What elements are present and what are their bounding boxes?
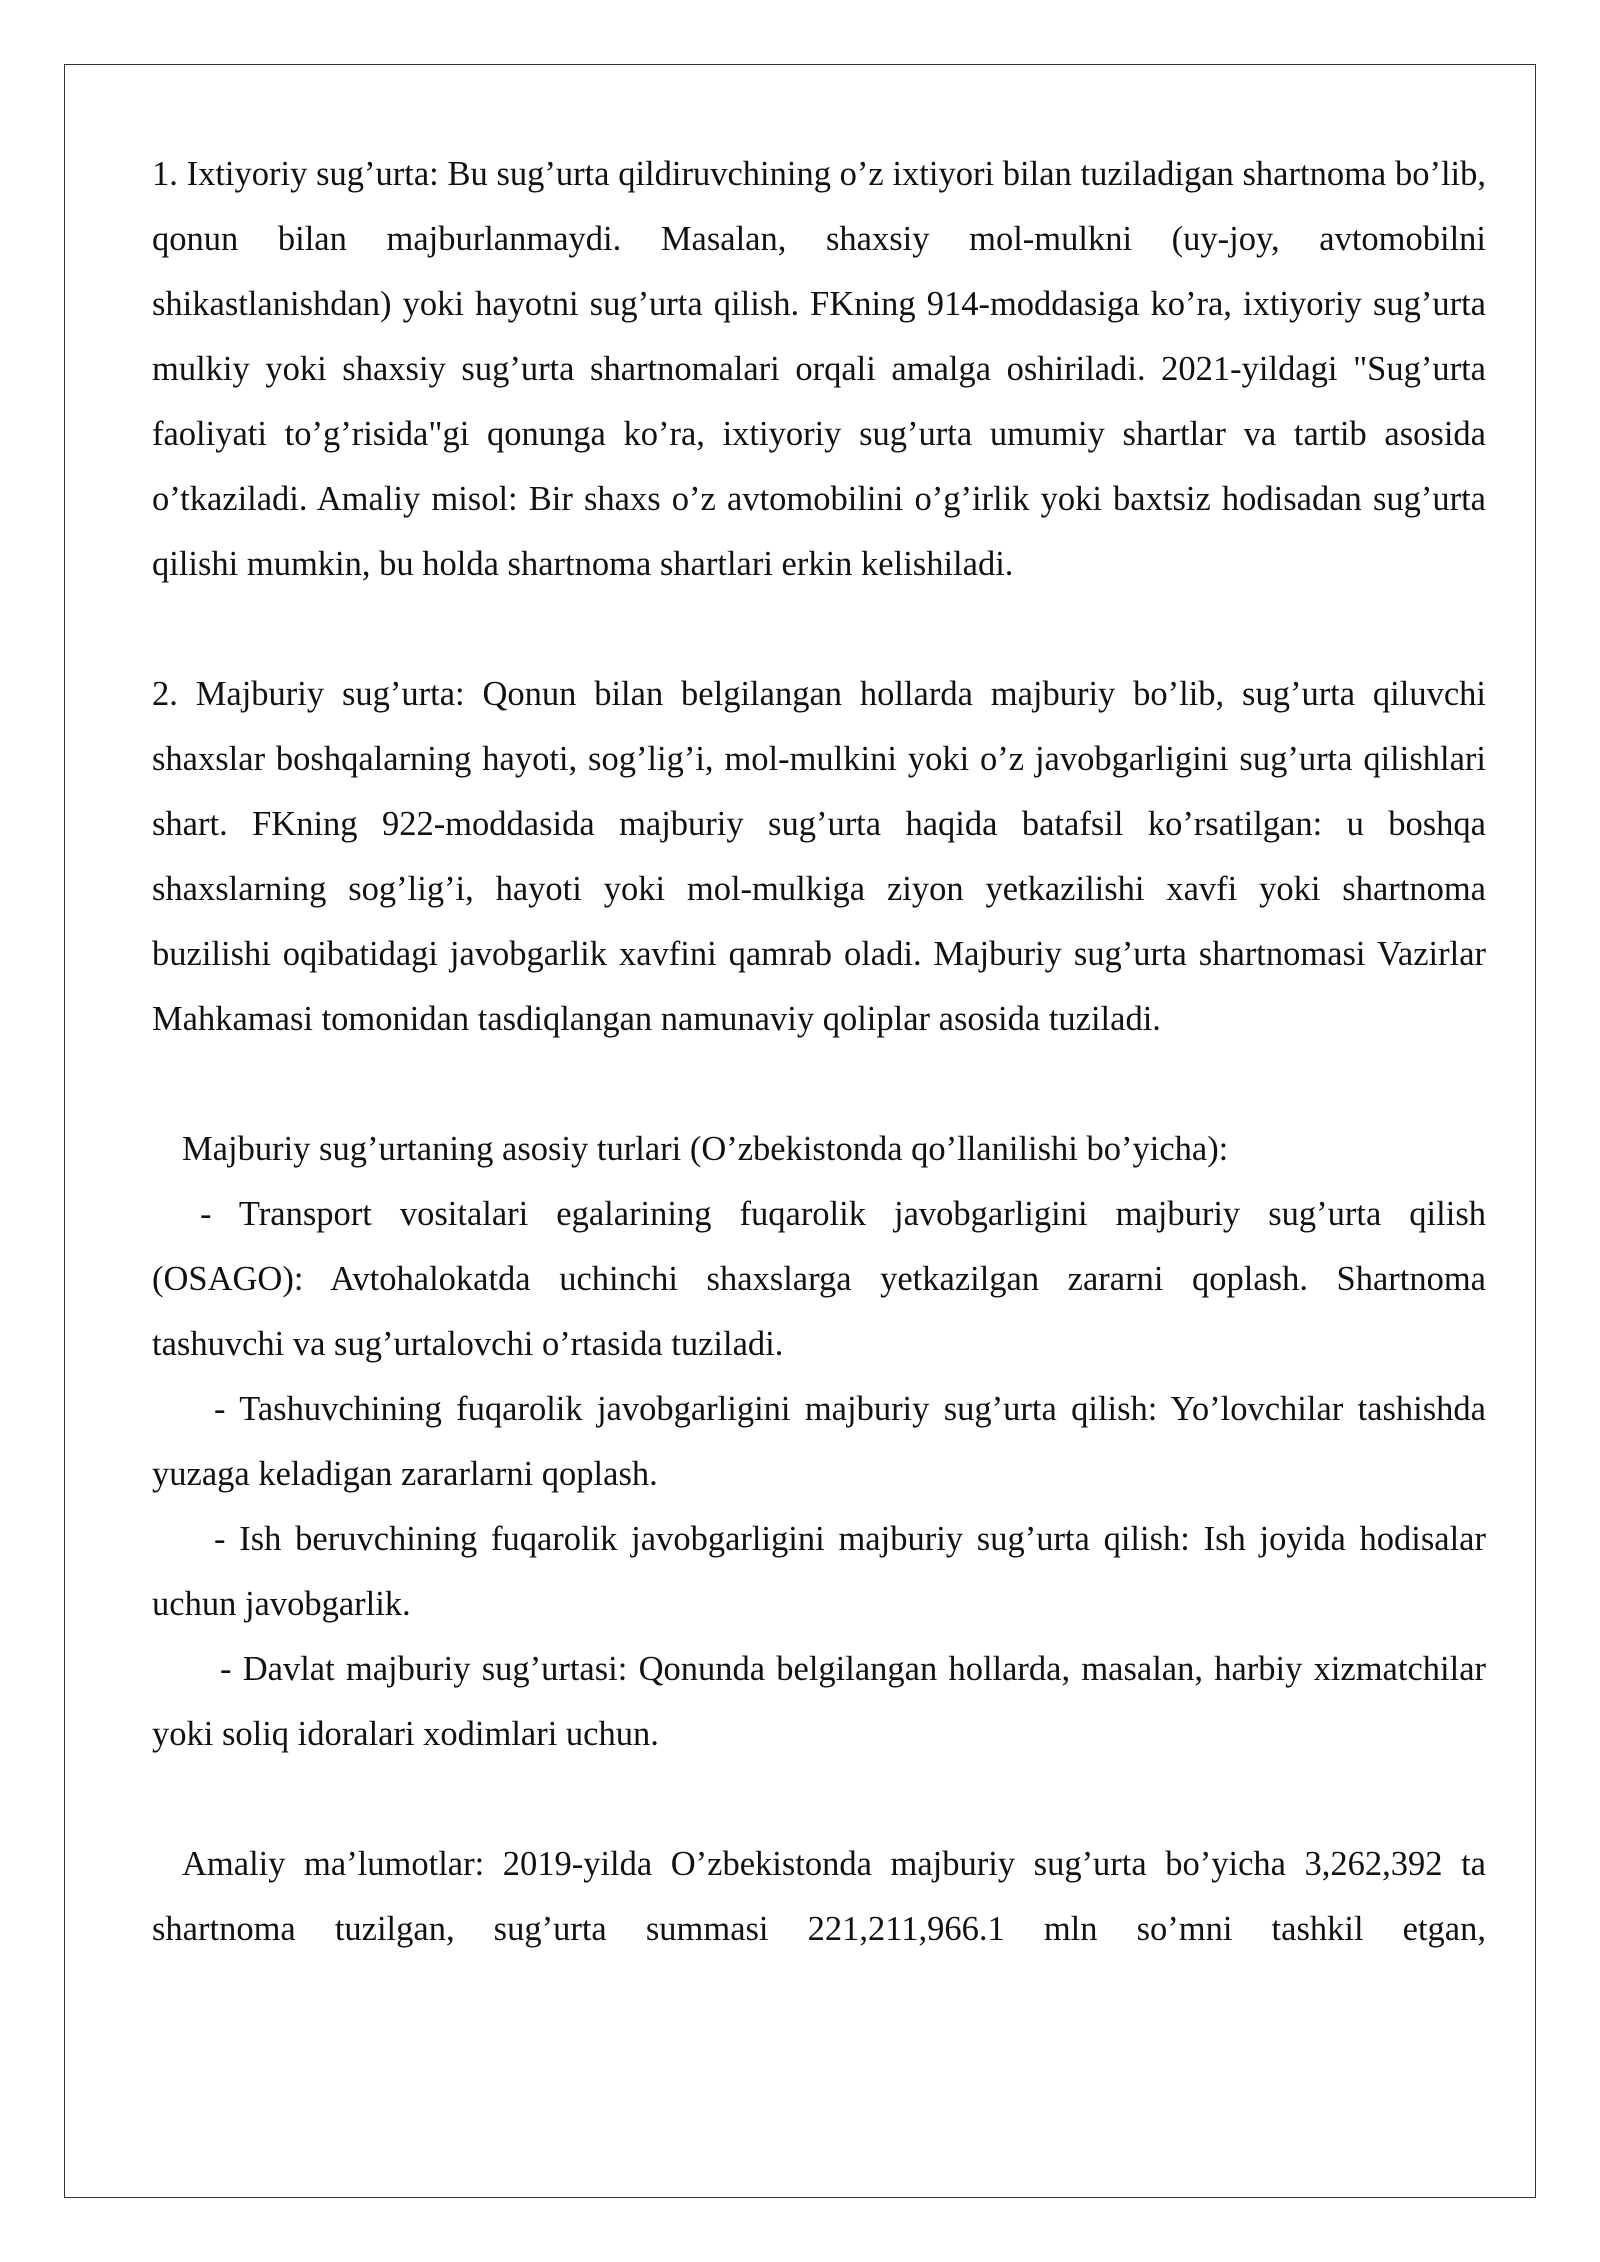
list-item: - Transport vositalari egalarining fuqarolik javobgarligini majburiy sug’urta qilish (OSAGO): Avtohalokatda uchinchi shaxslarga yetkazilgan zararni qoplash. Shartnoma tashuvchi va sug’urtalovchi o’rtasida tuziladi. — [152, 1195, 1486, 1363]
document-body — [152, 142, 1486, 1962]
mandatory-types-list — [152, 1182, 1486, 1767]
paragraph-mandatory-insurance: 2. Majburiy sug’urta: Qonun bilan belgilangan hollarda majburiy bo’lib, sug’urta qiluvchi shaxslar boshqalarning hayoti, sog’lig’i, mol-mulkini yoki o’z javobgarligini sug’urta qilishlari shart. FKning 922-moddasida majburiy sug’urta haqida batafsil ko’rsatilgan: u boshqa shaxslarning sog’lig’i, hayoti yoki mol-mulkiga ziyon yetkazilishi xavfi yoki shartnoma buzilishi oqibatidagi javobgarlik xavfini qamrab oladi. Majburiy sug’urta shartnomasi Vazirlar Mahkamasi tomonidan tasdiqlangan namunaviy qoliplar asosida tuziladi. — [152, 675, 1486, 1038]
paragraph-practical-data: Amaliy ma’lumotlar: 2019-yilda O’zbekistonda majburiy sug’urta bo’yicha 3,262,392 ta shartnoma tuzilgan, sug’urta summasi 221,211,966.1 mln so’mni tashkil etgan, — [152, 1845, 1486, 1948]
list-item: - Tashuvchining fuqarolik javobgarligini majburiy sug’urta qilish: Yo’lovchilar tashishda yuzaga keladigan zararlarni qoplash. — [152, 1390, 1486, 1493]
list-item: - Ish beruvchining fuqarolik javobgarligini majburiy sug’urta qilish: Ish joyida hodisalar uchun javobgarlik. — [152, 1520, 1486, 1623]
mandatory-types-heading: Majburiy sug’urtaning asosiy turlari (O’zbekistonda qo’llanilishi bo’yicha): — [182, 1130, 1229, 1168]
paragraph-voluntary-insurance: 1. Ixtiyoriy sug’urta: Bu sug’urta qildiruvchining o’z ixtiyori bilan tuziladigan shartnoma bo’lib, qonun bilan majburlanmaydi. Masalan, shaxsiy mol-mulkni (uy-joy, avtomobilni shikastlanishdan) yoki hayotni sug’urta qilish. FKning 914-moddasiga ko’ra, ixtiyoriy sug’urta mulkiy yoki shaxsiy sug’urta shartnomalari orqali amalga oshiriladi. 2021-yildagi "Sug’urta faoliyati to’g’risida"gi qonunga ko’ra, ixtiyoriy sug’urta umumiy shartlar va tartib asosida o’tkaziladi. Amaliy misol: Bir shaxs o’z avtomobilini o’g’irlik yoki baxtsiz hodisadan sug’urta qilishi mumkin, bu holda shartnoma shartlari erkin kelishiladi. — [152, 155, 1486, 583]
list-item: - Davlat majburiy sug’urtasi: Qonunda belgilangan hollarda, masalan, harbiy xizmatchilar yoki soliq idoralari xodimlari uchun. — [152, 1650, 1486, 1753]
